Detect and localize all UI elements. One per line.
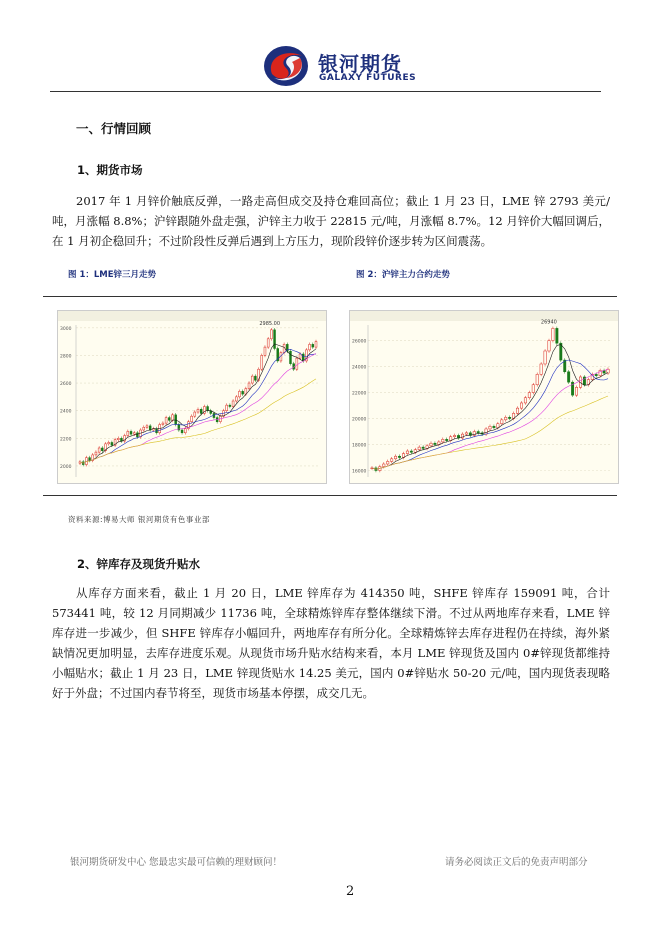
peak-value-label: 26940 [540, 319, 557, 326]
page-number: 2 [346, 884, 355, 899]
candle-body [117, 438, 119, 439]
footer-disclaimer-note: 请务必阅读正文后的免责声明部分 [445, 857, 588, 868]
candle-body [575, 387, 577, 395]
candle-body [516, 408, 518, 413]
candle-body [430, 443, 432, 446]
candle-body [296, 358, 298, 369]
candle-body [184, 429, 186, 433]
candle-body [143, 427, 145, 430]
candle-body [95, 452, 97, 455]
candle-body [394, 456, 396, 459]
candle-body [127, 431, 129, 435]
candle-body [162, 423, 164, 424]
candle-body [567, 372, 569, 382]
candle-body [264, 347, 266, 355]
candle-body [544, 351, 546, 364]
candle-body [270, 330, 272, 339]
candle-body [229, 405, 231, 406]
subsection-title-futures: 1、期货市场 [77, 163, 143, 177]
candle-body [414, 450, 416, 453]
candle-body [181, 430, 183, 433]
candle-body [528, 393, 530, 398]
candle-body [194, 412, 196, 416]
candle-body [101, 448, 103, 451]
peak-value-label: 2985.00 [259, 320, 281, 327]
candle-body [548, 341, 550, 351]
candle-body [390, 459, 392, 462]
subsection-title-inventory: 2、锌库存及现货升贴水 [77, 557, 201, 571]
candle-body [299, 354, 301, 358]
candle-body [446, 439, 448, 440]
candle-body [520, 403, 522, 408]
figure-bottom-rule [43, 495, 617, 496]
candle-body [238, 391, 240, 397]
candle-body [197, 409, 199, 412]
candle-body [387, 461, 389, 464]
galaxy-logo-icon [262, 44, 310, 88]
y-tick-label: 24000 [352, 365, 367, 371]
candle-body [274, 330, 276, 349]
candle-body [226, 405, 228, 411]
inventory-paragraph: 从库存方面来看，截止 1 月 20 日，LME 锌库存为 414350 吨，SHFE 锌库存 159091 吨，合计 573441 吨，较 12 月同期减少 11736 吨，全球精炼锌库存整体继续下滑。不过从两地库存来看，LME 锌库存进一步减少，但 SHFE 锌库存小幅回升，两地库存有所分化。全球精炼锌去库存进程仍在持续，海外紧缺情况更加明显，去库存进度乐观。从现货市场升贴水结构来看，本月 LME 锌现货及国内 0#锌现货都维持小幅贴水；截止 1 月 23 日，LME 锌现货贴水 14.25 美元，国内 0#锌贴水 50-20 元/吨，国内现货表现略好于外盘；不过国内春节将至，现货市场基本停摆，成交几无。 [52, 586, 610, 700]
candle-body [532, 385, 534, 393]
candle-body [309, 344, 311, 350]
candle-body [442, 439, 444, 442]
candle-body [232, 401, 234, 407]
candle-body [254, 376, 256, 380]
y-tick-label: 16000 [352, 469, 367, 475]
candle-body [422, 447, 424, 448]
candle-body [111, 442, 113, 445]
candle-body [434, 443, 436, 444]
candle-body [489, 426, 491, 429]
candle-body [406, 451, 408, 454]
candle-body [453, 435, 455, 436]
candle-body [536, 374, 538, 384]
section-title: 一、行情回顾 [76, 121, 152, 136]
figure-1-caption: 图 1：LME锌三月走势 [68, 270, 157, 280]
y-tick-label: 3000 [60, 326, 72, 332]
candle-body [497, 424, 499, 428]
futures-market-paragraph: 2017 年 1 月锌价触底反弹，一路走高但成交及持仓难回高位；截止 1 月 23 日，LME 锌 2793 美元/吨，月涨幅 8.8%；沪锌跟随外盘走强，沪锌主力收于 22815 元/吨，月涨幅 8.7%。12 月锌价大幅回调后，在 1 月初企稳回升；不过阶段性反弹后遇到上方压力，现阶段锌价逐步转为区间震荡。 [52, 194, 610, 248]
candle-body [501, 420, 503, 424]
candle-body [477, 432, 479, 433]
candle-body [312, 344, 314, 347]
candle-body [136, 433, 138, 437]
candle-body [248, 383, 250, 389]
candle-body [120, 438, 122, 441]
footer-slogan: 银河期货研发中心 您最忠实最可信赖的理财顾问！ [70, 857, 283, 868]
logo-chinese-name: 银河期货 [318, 52, 402, 76]
candle-body [540, 364, 542, 374]
y-tick-label: 22000 [352, 391, 367, 397]
candle-body [315, 342, 317, 348]
y-tick-label: 2000 [60, 464, 72, 470]
shfe-zinc-chart [349, 310, 619, 484]
candle-body [172, 415, 174, 421]
candle-body [493, 426, 495, 427]
candle-body [398, 456, 400, 457]
candle-body [556, 328, 558, 343]
moving-average-line [372, 396, 608, 469]
figure-top-rule [43, 296, 617, 297]
candle-body [485, 429, 487, 434]
candle-body [89, 458, 91, 461]
source-note: 资料来源:博易大师 银河期货有色事业部 [68, 515, 210, 524]
chart-info-bar [350, 311, 618, 321]
candle-body [508, 417, 510, 418]
candle-body [108, 442, 110, 443]
lme-zinc-chart [57, 310, 327, 484]
candle-body [130, 431, 132, 434]
figure-2-caption: 图 2：沪锌主力合约走势 [356, 270, 450, 280]
candle-body [410, 451, 412, 452]
y-tick-label: 2200 [60, 437, 72, 443]
candle-body [242, 391, 244, 394]
header-divider [50, 91, 601, 92]
candle-body [146, 426, 148, 427]
candle-body [302, 354, 304, 361]
candle-body [267, 339, 269, 347]
logo-english-name: GALAXY FUTURES [319, 73, 417, 83]
candle-body [191, 416, 193, 422]
candle-body [552, 328, 554, 340]
candle-body [98, 448, 100, 452]
y-tick-label: 2600 [60, 382, 72, 388]
y-tick-label: 20000 [352, 417, 367, 423]
candle-body [595, 374, 597, 375]
y-tick-label: 2400 [60, 409, 72, 415]
candle-body [383, 464, 385, 467]
candle-body [465, 433, 467, 434]
candle-body [133, 433, 135, 434]
candle-body [175, 415, 177, 425]
candle-body [524, 398, 526, 403]
y-tick-label: 18000 [352, 443, 367, 449]
y-tick-label: 2800 [60, 354, 72, 360]
candle-body [207, 407, 209, 411]
candle-body [251, 376, 253, 383]
candle-body [200, 409, 202, 413]
candle-body [168, 418, 170, 421]
candle-body [235, 397, 237, 401]
chart-info-bar [58, 311, 326, 321]
moving-average-line [80, 349, 316, 463]
candle-body [261, 355, 263, 369]
candle-body [505, 417, 507, 420]
y-tick-label: 26000 [352, 339, 367, 345]
candle-body [165, 418, 167, 424]
candle-body [290, 351, 292, 363]
candle-body [418, 447, 420, 450]
